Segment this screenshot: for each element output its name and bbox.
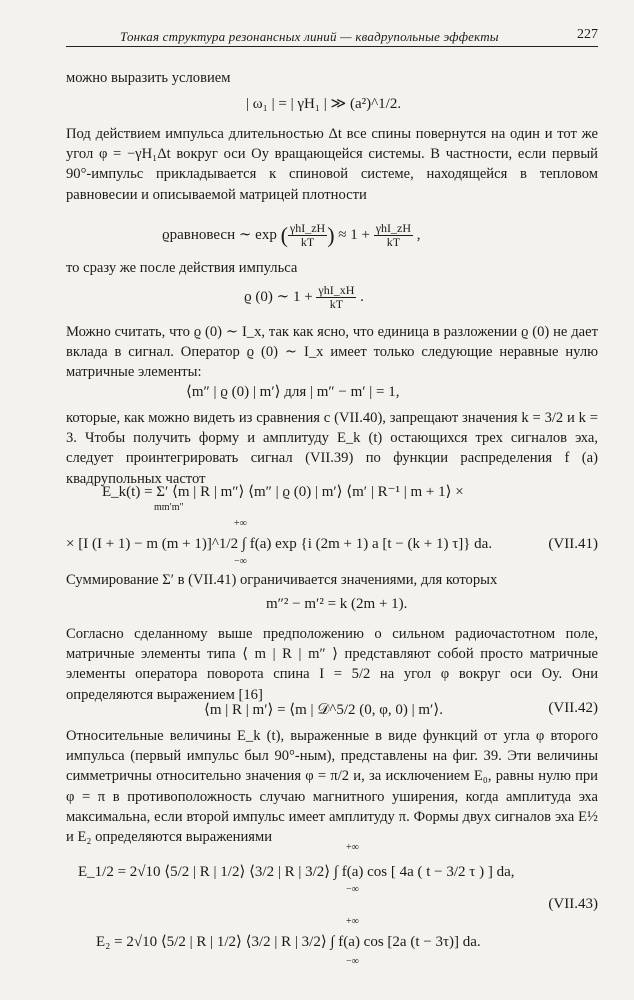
paragraph-after-pulse: то сразу же после действия импульса xyxy=(66,260,298,276)
eq2-fraction: $\frac{\text{γhI\_xH}}{kT}$ xyxy=(318,283,355,311)
eq1-fraction-2: $\frac{\text{γhI\_zH}}{kT}$ xyxy=(375,221,412,249)
equation-echo-two: E₂ = 2√10 ⟨5/2 | R | 1/2⟩ ⟨3/2 | R | 3/2⟩ ∫ f(a) cos [2a (t − 3τ)] da. xyxy=(96,934,481,950)
equation-number-vii42: (VII.42) xyxy=(548,700,598,716)
paragraph-integration: которые, как можно видеть из сравнения с (VII.40), запрещают значения k = 3/2 и k = 3. Чтобы получить форму и амплитуду E_k (t) остающихся трех сигналов эха, следует проинтегрировать сигнал (VII.39) по функции распределения f (a) квадрупольных частот xyxy=(66,410,598,487)
integral-upper-limit-2: +∞ xyxy=(346,842,359,853)
eq1-fraction: $\frac{\text{γhI\_zH}}{kT}$ xyxy=(289,221,326,249)
eq1-lhs: ϱравновесн ∼ exp xyxy=(162,226,277,243)
integral-lower-limit: −∞ xyxy=(234,556,247,567)
integral-lower-limit-2: −∞ xyxy=(346,884,359,895)
paragraph-relative-amplitudes: Относительные величины E_k (t), выраженные в виде функций от угла φ второго импульса (первый импульс был 90°-ным), представлены на фиг. 39. Эти величины симметричны относительно значения φ = π/2 и, за исключением E₀, равны нулю при φ = π в противоположность случаю магнитного уширения, когда амплитуда эха максимальна, если второй импульс имеет амплитуду π. Формы двух сигналов эха E½ и E₂ определяются выражениями xyxy=(66,728,598,846)
book-page xyxy=(66,26,598,967)
equation-condition: | ω₁ | = | γH₁ | ≫ (a²)^1/2. xyxy=(246,96,402,112)
equation-echo-signal-line2: × [I (I + 1) − m (m + 1)]^1/2 ∫ f(a) exp {i (2m + 1) a [t − (k + 1) τ]} da. xyxy=(66,536,493,552)
paragraph-rotation-operator: Согласно сделанному выше предположению о сильном радиочастотном поле, матричные элементы типа ⟨ m | R | m″ ⟩ представляют собой просто матричные элементы оператора поворота спина I = 5/2 на угол φ вокруг оси Oy. Они определяются выражением [16] xyxy=(66,626,598,703)
equation-number-vii41: (VII.41) xyxy=(548,536,598,552)
paragraph-pulse: Под действием импульса длительностью Δt все спины повернутся на один и тот же угол φ = −γH₁Δt вокруг оси Oy вращающейся системы. В частности, если первый 90°-импульс прикладывается к спиновой системе, находящейся в тепловом равновесии и описываемой матрицей плотности xyxy=(66,126,598,203)
equation-selection-rule: m″² − m′² = k (2m + 1). xyxy=(266,596,408,612)
equation-echo-signal-line1: E_k(t) = Σ′ ⟨m | R | m″⟩ ⟨m″ | ϱ (0) | m′⟩ ⟨m′ | R⁻¹ | m + 1⟩ × xyxy=(102,484,464,500)
equation-equilibrium-density: ϱравновесн ∼ exp ( $\frac{\text{γhI\_zH}}{kT}$ ) ≈ 1 + $\frac{\text{γhI\_zH}}{kT}$ , xyxy=(162,221,421,249)
equation-matrix-element-condition: ⟨m″ | ϱ (0) | m′⟩ для | m″ − m′ | = 1, xyxy=(186,384,400,400)
equation-sum-index: mm′m″ xyxy=(154,502,184,513)
equation-echo-half: E_1/2 = 2√10 ⟨5/2 | R | 1/2⟩ ⟨3/2 | R | 3/2⟩ ∫ f(a) cos [ 4a ( t − 3/2 τ ) ] da, xyxy=(78,864,515,880)
running-title: Тонкая структура резонансных линий — квадрупольные эффекты xyxy=(120,29,499,44)
integral-upper-limit-3: +∞ xyxy=(346,916,359,927)
integral-upper-limit: +∞ xyxy=(234,518,247,529)
equation-rotation-matrix: ⟨m | R | m′⟩ = ⟨m | 𝒟^5/2 (0, φ, 0) | m′⟩. xyxy=(204,702,443,718)
integral-lower-limit-3: −∞ xyxy=(346,956,359,967)
page-number: 227 xyxy=(577,27,598,42)
eq1-mid: ≈ 1 + xyxy=(338,226,370,243)
equation-number-vii43: (VII.43) xyxy=(548,896,598,912)
running-header xyxy=(66,26,598,47)
eq2-lhs: ϱ (0) ∼ 1 + xyxy=(244,288,313,305)
equation-rho-zero: ϱ (0) ∼ 1 + $\frac{\text{γhI\_xH}}{kT}$ . xyxy=(244,283,364,311)
paragraph-matrix-elements: Можно считать, что ϱ (0) ∼ I_x, так как ясно, что единица в разложении ϱ (0) не дает вклада в сигнал. Оператор ϱ (0) ∼ I_x имеет только следующие неравные нулю матричные элементы: xyxy=(66,324,598,381)
paragraph-summation: Суммирование Σ′ в (VII.41) ограничивается значениями, для которых xyxy=(66,572,498,588)
paragraph-intro: можно выразить условием xyxy=(66,70,231,86)
